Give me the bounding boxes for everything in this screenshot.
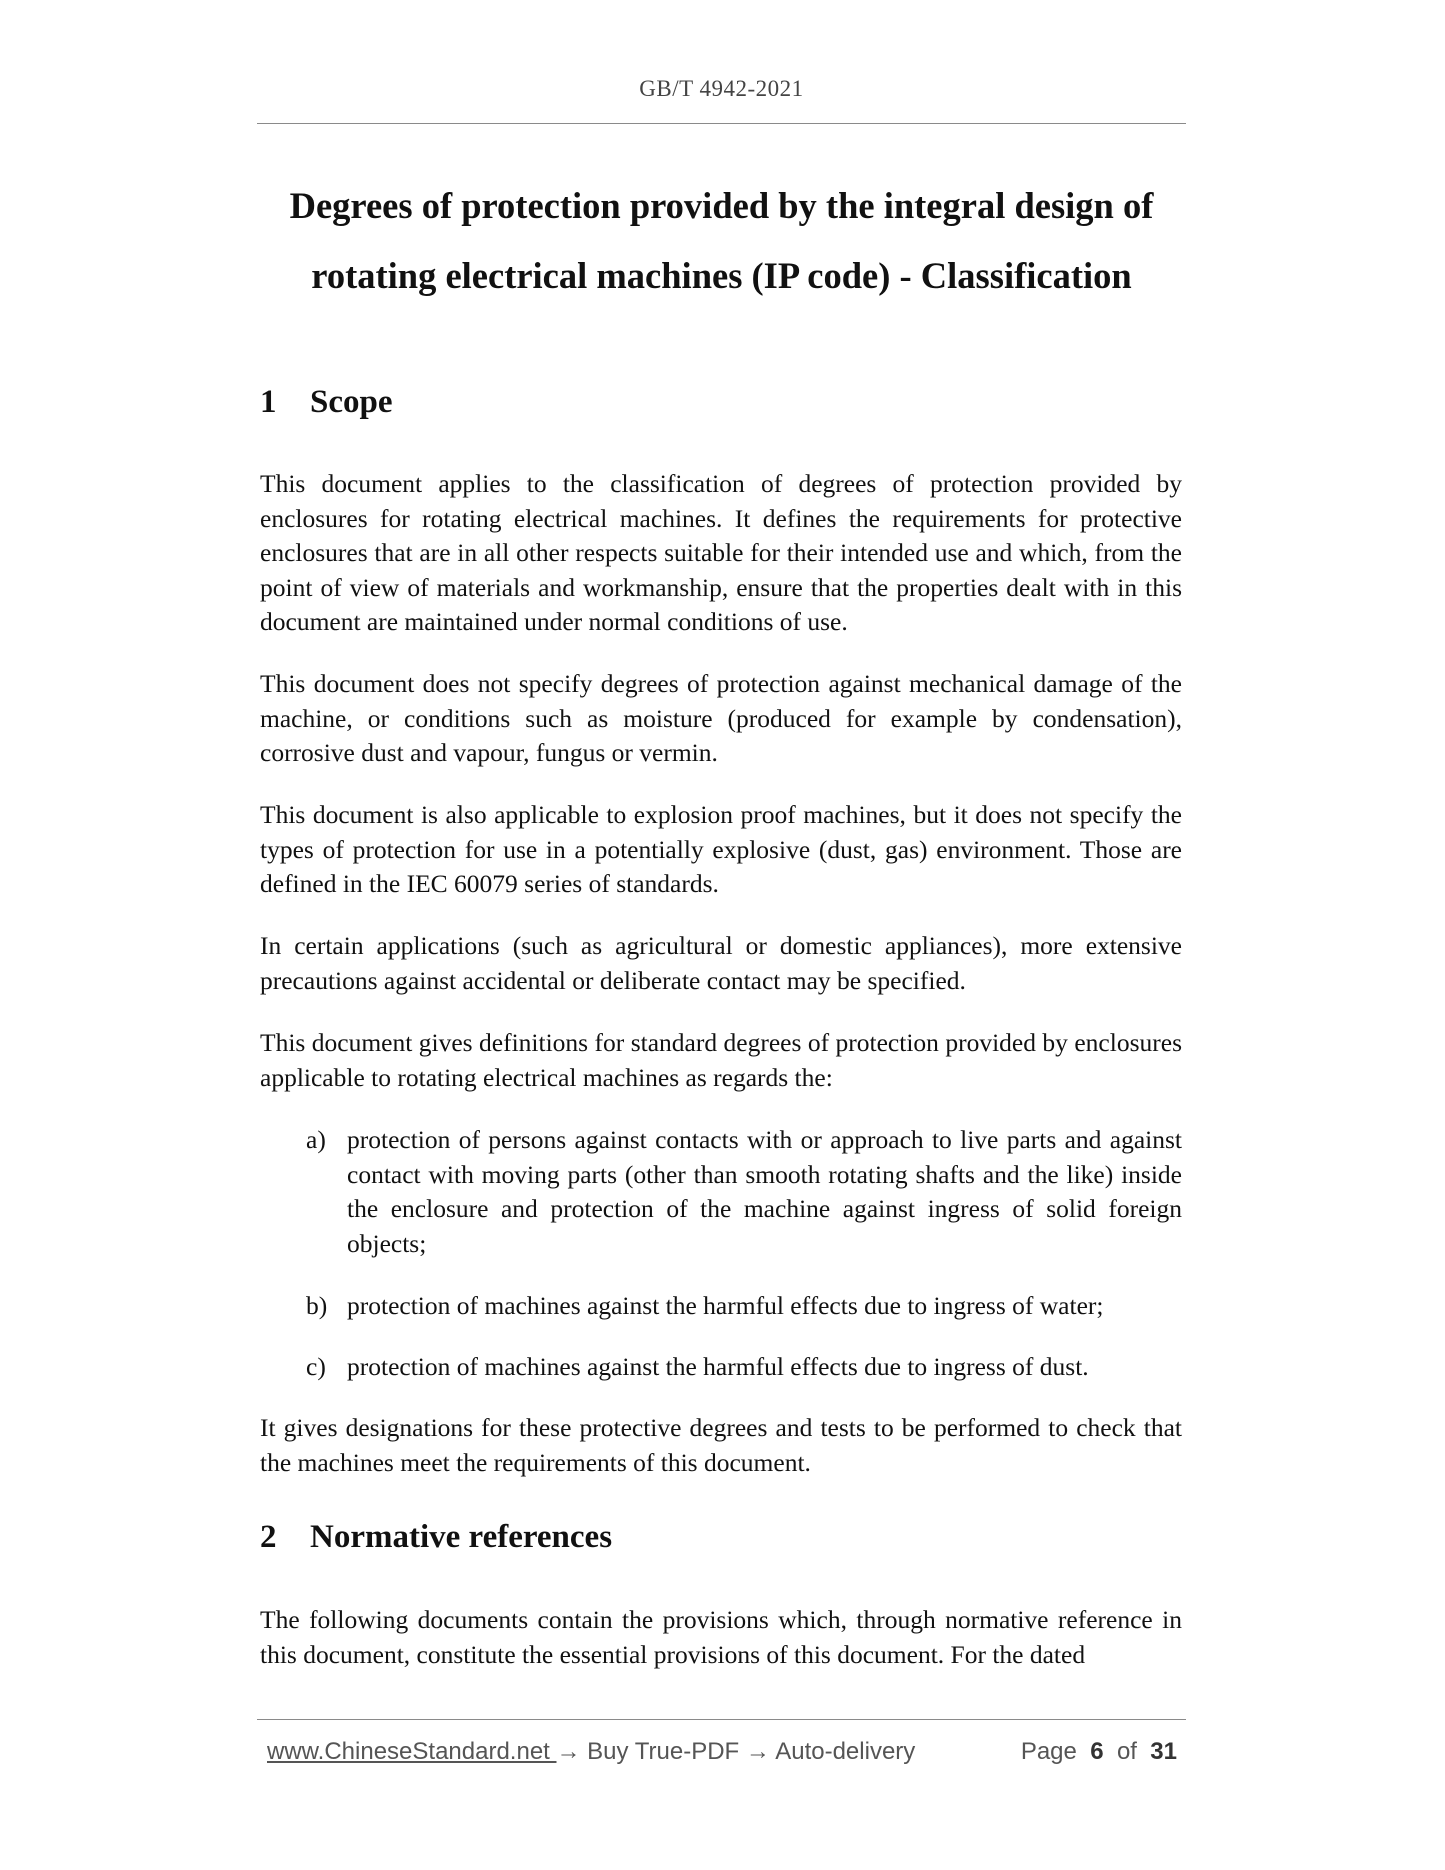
list-item-text: protection of machines against the harmful effects due to ingress of water; bbox=[347, 1291, 1104, 1320]
footer-divider bbox=[257, 1719, 1186, 1720]
footer-buy-text: Buy True-PDF bbox=[580, 1738, 746, 1765]
paragraph: This document is also applicable to explosion proof machines, but it does not specify the types of protection for use in a potentially explosive (dust, gas) environment. Those are defined in the IEC 60079 series of standards. bbox=[260, 800, 1182, 898]
total-page-number: 31 bbox=[1150, 1738, 1177, 1765]
list-item-text: protection of machines against the harmful effects due to ingress of dust. bbox=[347, 1352, 1089, 1381]
paragraph: This document applies to the classification of degrees of protection provided by enclosures for rotating electrical machines. It defines the requirements for protective enclosures that are in all other respects suitable for their intended use and which, from the point of view of materials and workmanship, ensure that the properties dealt with in this document are maintained under normal conditions of use. bbox=[260, 469, 1182, 636]
list-marker: b) bbox=[306, 1291, 328, 1320]
paragraph: In certain applications (such as agricultural or domestic appliances), more extensive precautions against accidental or deliberate contact may be specified. bbox=[260, 931, 1182, 995]
document-title bbox=[257, 171, 1186, 311]
page-footer bbox=[267, 1738, 1177, 1766]
site-link[interactable]: www.ChineseStandard.net bbox=[267, 1738, 557, 1765]
page-word: Page bbox=[1020, 1738, 1077, 1765]
paragraph: This document gives definitions for standard degrees of protection provided by enclosures applicable to rotating electrical machines as regards the: bbox=[260, 1028, 1182, 1092]
paragraph: This document does not specify degrees of protection against mechanical damage of the machine, or conditions such as moisture (produced for example by condensation), corrosive dust and vapour, fungus or vermin. bbox=[260, 669, 1182, 767]
arrow-icon: → bbox=[745, 1738, 770, 1765]
paragraph: The following documents contain the provisions which, through normative reference in this document, constitute the essential provisions of this document. For the dated bbox=[260, 1605, 1182, 1669]
current-page-number: 6 bbox=[1090, 1738, 1104, 1765]
list-marker: c) bbox=[306, 1352, 326, 1381]
header-divider bbox=[257, 123, 1186, 124]
document-title-line-1: Degrees of protection provided by the integral design of bbox=[289, 185, 1154, 226]
page-header-standard-number: GB/T 4942-2021 bbox=[639, 76, 804, 101]
list-marker: a) bbox=[306, 1125, 326, 1154]
section-number: 2 bbox=[260, 1519, 277, 1555]
section-title: Normative references bbox=[310, 1519, 613, 1555]
section-title: Scope bbox=[310, 384, 393, 420]
document-title-line-2: rotating electrical machines (IP code) - Classification bbox=[311, 255, 1132, 296]
page-indicator bbox=[1021, 1738, 1177, 1766]
footer-delivery-text: Auto-delivery bbox=[769, 1738, 916, 1765]
arrow-icon: → bbox=[556, 1738, 581, 1765]
section-number: 1 bbox=[260, 384, 277, 420]
list-item-text: protection of persons against contacts with or approach to live parts and against contact with moving parts (other than smooth rotating shafts and the like) inside the enclosure and protection of the machine against ingress of solid foreign objects; bbox=[347, 1125, 1182, 1258]
list-item bbox=[306, 1123, 1182, 1261]
section-heading-scope bbox=[260, 384, 393, 421]
paragraph: It gives designations for these protective degrees and tests to be performed to check that the machines meet the requirements of this document. bbox=[260, 1413, 1182, 1477]
list-item bbox=[306, 1289, 1182, 1324]
list-item bbox=[306, 1350, 1182, 1385]
section-heading-normative-references bbox=[260, 1519, 612, 1556]
of-word: of bbox=[1116, 1738, 1137, 1765]
